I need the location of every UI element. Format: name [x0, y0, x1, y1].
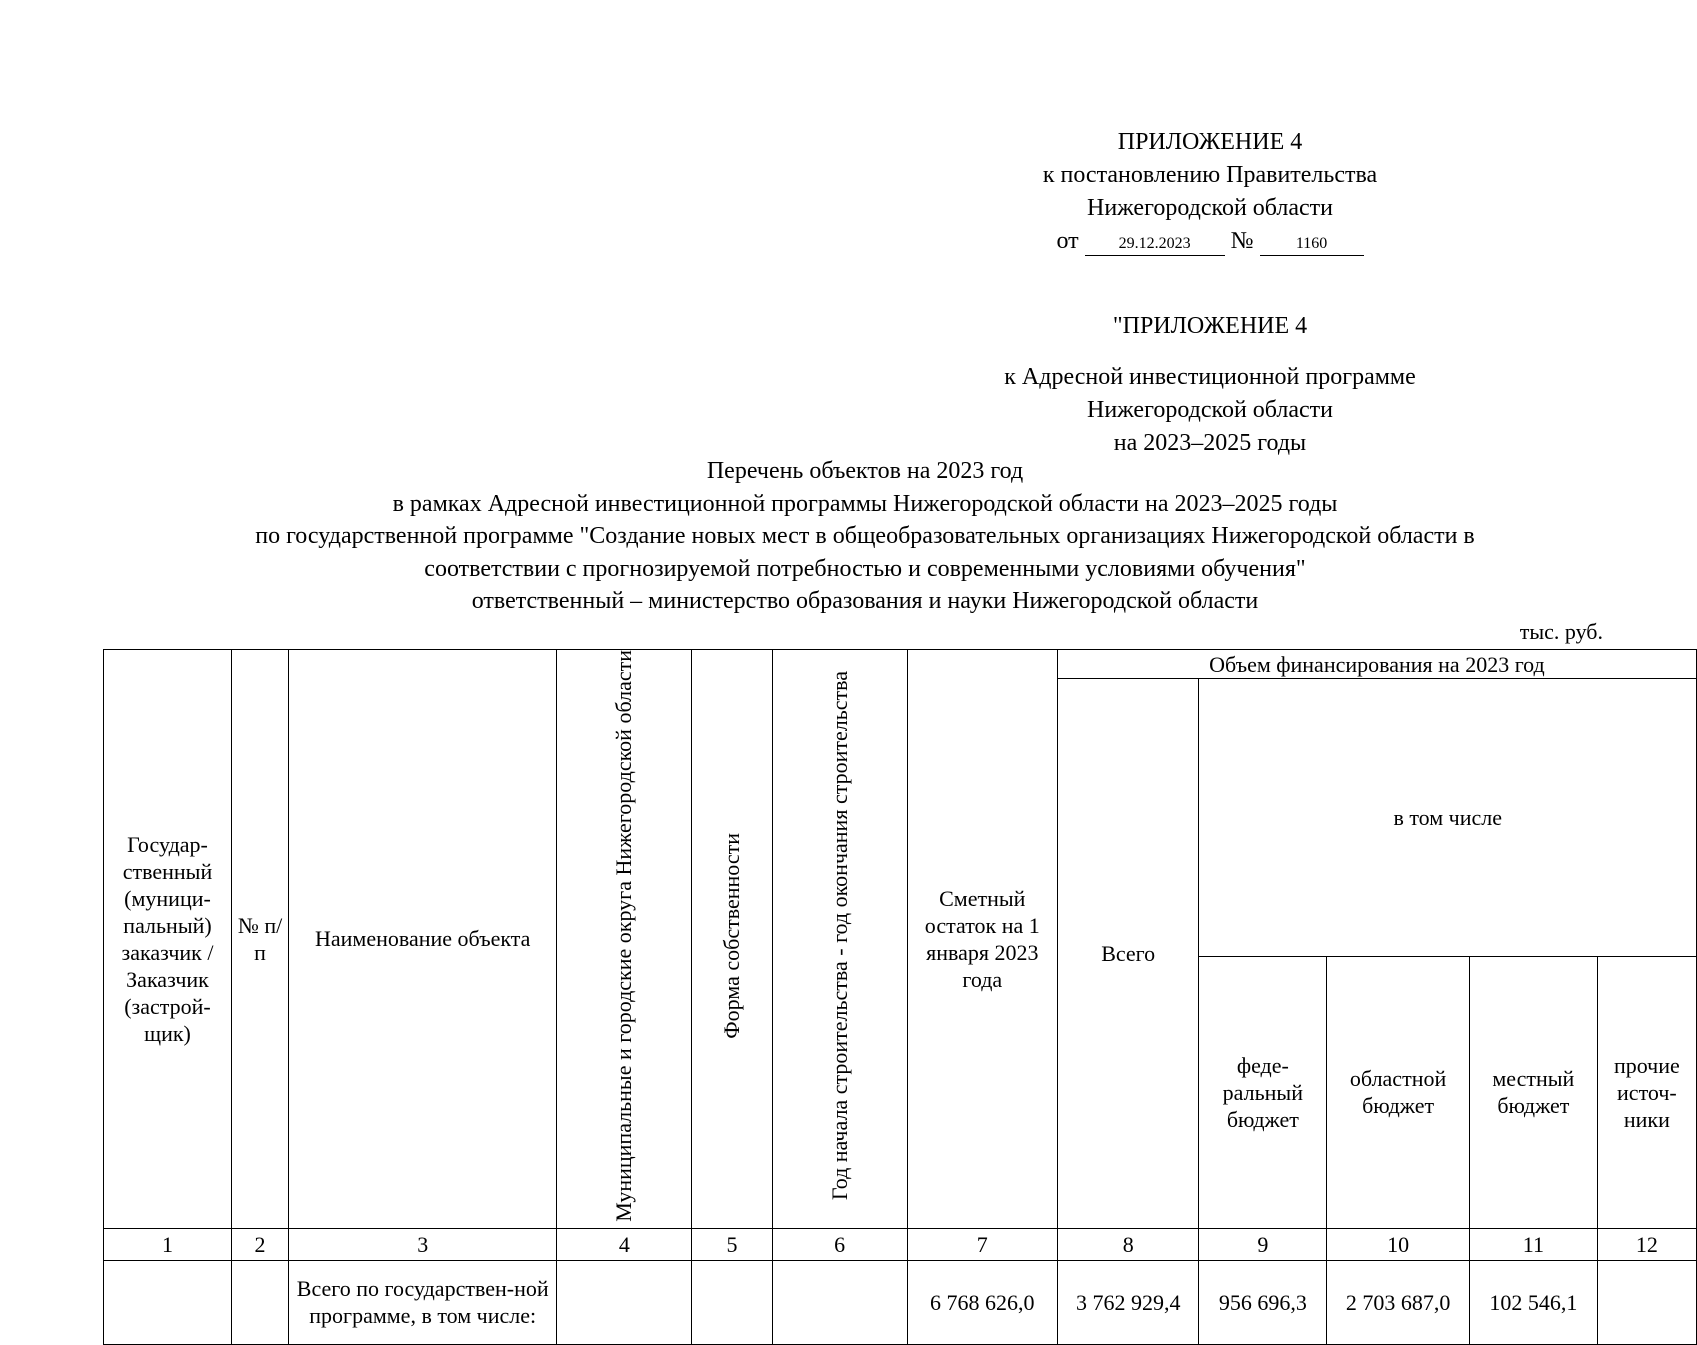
- title-line-3: по государственной программе "Создание новых мест в общеобразовательных организациях Нижегородской области в: [255, 523, 1475, 549]
- column-number: 3: [289, 1228, 557, 1260]
- approval-heading: ПРИЛОЖЕНИЕ 4: [1117, 129, 1303, 155]
- column-number: 11: [1469, 1228, 1597, 1260]
- header-customer: Государ-ственный (муници-пальный) заказчик / Заказчик (застрой-щик): [104, 650, 232, 1229]
- header-ownership-cell: [692, 650, 772, 1229]
- cell-ownership: [692, 1260, 772, 1344]
- program-appendix-line-3: на 2023–2025 годы: [1113, 430, 1307, 456]
- header-including: в том числе: [1199, 679, 1697, 957]
- title-line-2: в рамках Адресной инвестиционной программы Нижегородской области на 2023–2025 годы: [392, 490, 1338, 517]
- approval-number: 1160: [1260, 233, 1364, 256]
- header-object-name: Наименование объекта: [289, 650, 557, 1229]
- cell-customer: [104, 1260, 232, 1344]
- column-number: 5: [692, 1228, 772, 1260]
- cell-object-name: Всего по государствен-ной программе, в том числе:: [289, 1260, 557, 1344]
- header-municipal: Муниципальные и городские округа Нижегородской области: [611, 650, 637, 1222]
- column-number: 12: [1597, 1228, 1696, 1260]
- title-line-1: Перечень объектов на 2023 год: [706, 458, 1024, 484]
- cell-other: [1597, 1260, 1696, 1344]
- approval-line-2: Нижегородской области: [1086, 195, 1334, 221]
- cell-local: 102 546,1: [1469, 1260, 1597, 1344]
- header-years-cell: [772, 650, 907, 1229]
- cell-regional: 2 703 687,0: [1327, 1260, 1470, 1344]
- number-label: №: [1230, 228, 1254, 254]
- header-ownership: Форма собственности: [719, 832, 744, 1039]
- cell-estimate: 6 768 626,0: [907, 1260, 1057, 1344]
- cell-years: [772, 1260, 907, 1344]
- cell-federal: 956 696,3: [1199, 1260, 1327, 1344]
- column-number: 6: [772, 1228, 907, 1260]
- objects-table: [103, 649, 1697, 1345]
- program-appendix-line-1: к Адресной инвестиционной программе: [1004, 364, 1416, 390]
- program-appendix-line-2: Нижегородской области: [1086, 397, 1334, 423]
- column-number: 4: [557, 1228, 692, 1260]
- header-estimate: Сметный остаток на 1 января 2023 года: [907, 650, 1057, 1229]
- approval-block: [930, 126, 1490, 258]
- header-years: Год начала строительства - год окончания строительства: [826, 671, 852, 1201]
- program-appendix-block: [930, 310, 1490, 460]
- approval-date: 29.12.2023: [1085, 233, 1225, 256]
- from-label: от: [1056, 228, 1079, 254]
- column-number: 8: [1057, 1228, 1199, 1260]
- cell-municipal: [557, 1260, 692, 1344]
- title-line-5: ответственный – министерство образования и науки Нижегородской области: [471, 588, 1259, 614]
- column-number-row: [104, 1228, 1697, 1260]
- header-total: Всего: [1057, 679, 1199, 1229]
- header-number: № п/п: [232, 650, 289, 1229]
- approval-line-1: к постановлению Правительства: [1042, 162, 1378, 188]
- cell-number: [232, 1260, 289, 1344]
- column-number: 1: [104, 1228, 232, 1260]
- header-municipal-cell: [557, 650, 692, 1229]
- document-title: [80, 455, 1650, 618]
- header-funding: Объем финансирования на 2023 год: [1057, 650, 1696, 679]
- header-federal: феде-ральный бюджет: [1199, 956, 1327, 1228]
- header-other: прочие источ-ники: [1597, 956, 1696, 1228]
- cell-total: 3 762 929,4: [1057, 1260, 1199, 1344]
- column-number: 2: [232, 1228, 289, 1260]
- header-local: местный бюджет: [1469, 956, 1597, 1228]
- header-regional: областной бюджет: [1327, 956, 1470, 1228]
- column-number: 9: [1199, 1228, 1327, 1260]
- title-line-4: соответствии с прогнозируемой потребностью и современными условиями обучения": [424, 555, 1306, 582]
- spacer: [930, 343, 1490, 361]
- units-label: тыс. руб.: [1519, 619, 1603, 644]
- program-appendix-heading: "ПРИЛОЖЕНИЕ 4: [1112, 313, 1308, 339]
- table-row-total: [104, 1260, 1697, 1344]
- approval-date-number: [930, 225, 1490, 258]
- column-number: 10: [1327, 1228, 1470, 1260]
- column-number: 7: [907, 1228, 1057, 1260]
